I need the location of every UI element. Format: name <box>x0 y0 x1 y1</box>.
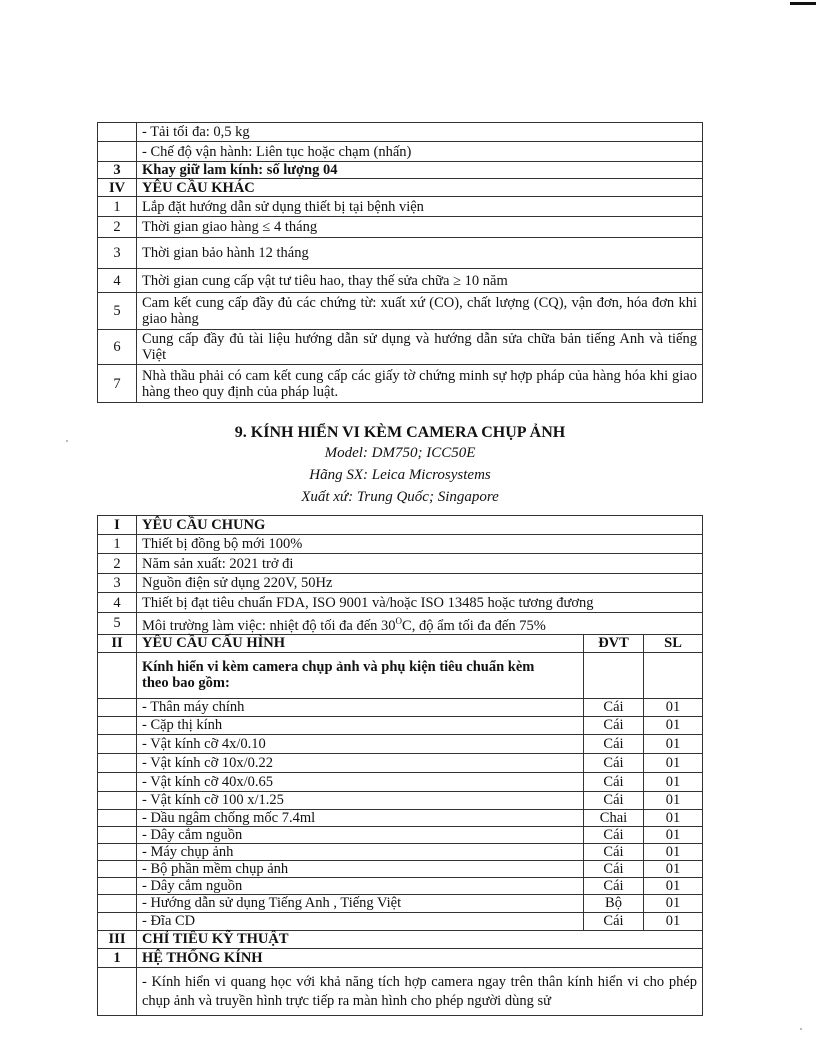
item-name: - Máy chụp ảnh <box>137 843 584 860</box>
row-text <box>137 613 703 635</box>
table-row <box>98 734 703 753</box>
item-name: - Dầu ngâm chống mốc 7.4ml <box>137 809 584 826</box>
table-row <box>98 238 703 269</box>
table-row <box>98 826 703 843</box>
row-text: Nguồn điện sử dụng 220V, 50Hz <box>137 574 703 593</box>
item-quantity: 01 <box>644 860 703 877</box>
item-quantity: 01 <box>644 734 703 753</box>
origin-line: Xuất xứ: Trung Quốc; Singapore <box>301 489 499 505</box>
row-number <box>98 877 137 894</box>
item-unit: Cái <box>584 826 644 843</box>
item-unit: Chai <box>584 809 644 826</box>
table-row <box>98 912 703 930</box>
row-number <box>98 716 137 734</box>
item-unit: Cái <box>584 753 644 772</box>
model-line: Model: DM750; ICC50E <box>324 445 476 461</box>
table-row <box>98 293 703 330</box>
table-row <box>98 772 703 791</box>
row-number: 1 <box>98 197 137 217</box>
item-name: - Thân máy chính <box>137 698 584 716</box>
item-name: - Vật kính cỡ 4x/0.10 <box>137 734 584 753</box>
row-number: II <box>98 634 137 652</box>
row-number <box>98 912 137 930</box>
row-text: Năm sản xuất: 2021 trở đi <box>137 554 703 574</box>
row-number: 5 <box>98 613 137 635</box>
item-name: - Dây cắm nguồn <box>137 877 584 894</box>
table-row <box>98 365 703 403</box>
quantity-column-header: SL <box>644 634 703 652</box>
row-number <box>98 123 137 142</box>
scan-edge-mark <box>790 2 816 5</box>
unit-column-header: ĐVT <box>584 634 644 652</box>
table-row <box>98 123 703 142</box>
row-number <box>98 967 137 1015</box>
table-row <box>98 716 703 734</box>
item-name: - Cặp thị kính <box>137 716 584 734</box>
row-number: 4 <box>98 593 137 613</box>
row-text: Cam kết cung cấp đầy đủ các chứng từ: xuất xứ (CO), chất lượng (CQ), vận đơn, hóa đơn khi giao hàng <box>137 293 703 330</box>
item-quantity: 01 <box>644 843 703 860</box>
row-number: III <box>98 930 137 948</box>
row-number: 7 <box>98 365 137 403</box>
row-text: Thời gian bảo hành 12 tháng <box>137 238 703 269</box>
row-number <box>98 652 137 698</box>
text-before: Môi trường làm việc: nhiệt độ tối đa đến 30 <box>142 617 396 634</box>
table-row <box>98 877 703 894</box>
item-unit: Cái <box>584 860 644 877</box>
microscope-spec-table <box>97 515 703 1016</box>
table-row <box>98 197 703 217</box>
item-quantity: 01 <box>644 791 703 809</box>
item-unit: Cái <box>584 912 644 930</box>
table-row <box>98 330 703 365</box>
row-number <box>98 860 137 877</box>
table-row <box>98 698 703 716</box>
item-quantity: 01 <box>644 912 703 930</box>
table-row <box>98 554 703 574</box>
unit-cell <box>584 652 644 698</box>
item-name: - Vật kính cỡ 40x/0.65 <box>137 772 584 791</box>
item-quantity: 01 <box>644 716 703 734</box>
row-number <box>98 894 137 912</box>
row-text: Thời gian cung cấp vật tư tiêu hao, thay thế sửa chữa ≥ 10 năm <box>137 269 703 293</box>
row-number: 3 <box>98 574 137 593</box>
table-row <box>98 843 703 860</box>
manufacturer-line: Hãng SX: Leica Microsystems <box>309 467 491 483</box>
table-row <box>98 162 703 179</box>
row-number <box>98 142 137 162</box>
item-unit: Cái <box>584 772 644 791</box>
item-unit: Bộ <box>584 894 644 912</box>
row-text: Nhà thầu phải có cam kết cung cấp các giấy tờ chứng minh sự hợp pháp của hàng hóa khi giao hàng theo quy định của pháp luật. <box>137 365 703 403</box>
table-row <box>98 574 703 593</box>
row-number: 2 <box>98 217 137 238</box>
section-header: YÊU CẦU KHÁC <box>137 179 703 197</box>
row-text: Khay giữ lam kính: số lượng 04 <box>137 162 703 179</box>
section-header-row <box>98 516 703 535</box>
row-number <box>98 698 137 716</box>
subsection-header-row <box>98 948 703 967</box>
row-number <box>98 734 137 753</box>
row-number <box>98 809 137 826</box>
row-text: - Chế độ vận hành: Liên tục hoặc chạm (nhấn) <box>137 142 703 162</box>
table-row <box>98 269 703 293</box>
scan-speck <box>800 1028 802 1030</box>
item-quantity: 01 <box>644 877 703 894</box>
item-quantity: 01 <box>644 772 703 791</box>
row-number <box>98 791 137 809</box>
item-unit: Cái <box>584 734 644 753</box>
table-row <box>98 791 703 809</box>
table-row <box>98 142 703 162</box>
item-quantity: 01 <box>644 753 703 772</box>
table-row <box>98 593 703 613</box>
other-requirements-table <box>97 122 703 403</box>
row-text: - Tải tối đa: 0,5 kg <box>137 123 703 142</box>
item-name: - Đĩa CD <box>137 912 584 930</box>
item-name: - Vật kính cỡ 100 x/1.25 <box>137 791 584 809</box>
section-header-row <box>98 179 703 197</box>
row-text: - Kính hiển vi quang học với khả năng tích hợp camera ngay trên thân kính hiển vi cho phép chụp ảnh và truyền hình trực tiếp ra màn hình cho phép người dùng sử <box>137 967 703 1015</box>
table-row <box>98 967 703 1015</box>
row-text: Lắp đặt hướng dẫn sử dụng thiết bị tại bệnh viện <box>137 197 703 217</box>
row-text: Cung cấp đầy đủ tài liệu hướng dẫn sử dụng và hướng dẫn sửa chữa bản tiếng Anh và tiếng Việt <box>137 330 703 365</box>
row-number <box>98 772 137 791</box>
row-text: Thiết bị đồng bộ mới 100% <box>137 535 703 554</box>
row-number: I <box>98 516 137 535</box>
row-number: 1 <box>98 948 137 967</box>
row-text: Thiết bị đạt tiêu chuẩn FDA, ISO 9001 và/hoặc ISO 13485 hoặc tương đương <box>137 593 703 613</box>
row-number: 5 <box>98 293 137 330</box>
item-quantity: 01 <box>644 894 703 912</box>
table-row <box>98 613 703 635</box>
item-name: - Vật kính cỡ 10x/0.22 <box>137 753 584 772</box>
table-row <box>98 860 703 877</box>
item-unit: Cái <box>584 843 644 860</box>
table-row <box>98 894 703 912</box>
config-intro: Kính hiển vi kèm camera chụp ảnh và phụ kiện tiêu chuẩn kèm theo bao gồm: <box>137 652 584 698</box>
item-quantity: 01 <box>644 809 703 826</box>
section-header: CHỈ TIÊU KỸ THUẬT <box>137 930 703 948</box>
row-number <box>98 753 137 772</box>
table-row <box>98 753 703 772</box>
row-number <box>98 826 137 843</box>
row-number <box>98 843 137 860</box>
item-name: - Hướng dẫn sử dụng Tiếng Anh , Tiếng Việt <box>137 894 584 912</box>
section-title: 9. KÍNH HIỂN VI KÈM CAMERA CHỤP ẢNH <box>234 424 566 441</box>
table-row <box>98 652 703 698</box>
item-quantity: 01 <box>644 826 703 843</box>
section-header-row <box>98 634 703 652</box>
row-number: 3 <box>98 238 137 269</box>
text-after: C, độ ẩm tối đa đến 75% <box>402 617 546 634</box>
table-row <box>98 535 703 554</box>
item-unit: Cái <box>584 698 644 716</box>
item-name: - Dây cắm nguồn <box>137 826 584 843</box>
item-unit: Cái <box>584 877 644 894</box>
section-header: YÊU CẦU CHUNG <box>137 516 703 535</box>
item-unit: Cái <box>584 716 644 734</box>
row-text: Thời gian giao hàng ≤ 4 tháng <box>137 217 703 238</box>
row-number: 6 <box>98 330 137 365</box>
row-number: 1 <box>98 535 137 554</box>
table-row <box>98 809 703 826</box>
section-header: YÊU CẦU CẤU HÌNH <box>137 634 584 652</box>
row-number: 3 <box>98 162 137 179</box>
quantity-cell <box>644 652 703 698</box>
item-quantity: 01 <box>644 698 703 716</box>
row-number: 4 <box>98 269 137 293</box>
row-number: 2 <box>98 554 137 574</box>
subsection-header: HỆ THỐNG KÍNH <box>137 948 703 967</box>
row-number: IV <box>98 179 137 197</box>
items-list <box>98 698 703 930</box>
degree-superscript: O <box>395 616 403 626</box>
item-unit: Cái <box>584 791 644 809</box>
scan-speck <box>66 440 68 442</box>
section-header-row <box>98 930 703 948</box>
item-name: - Bộ phần mềm chụp ảnh <box>137 860 584 877</box>
table-row <box>98 217 703 238</box>
